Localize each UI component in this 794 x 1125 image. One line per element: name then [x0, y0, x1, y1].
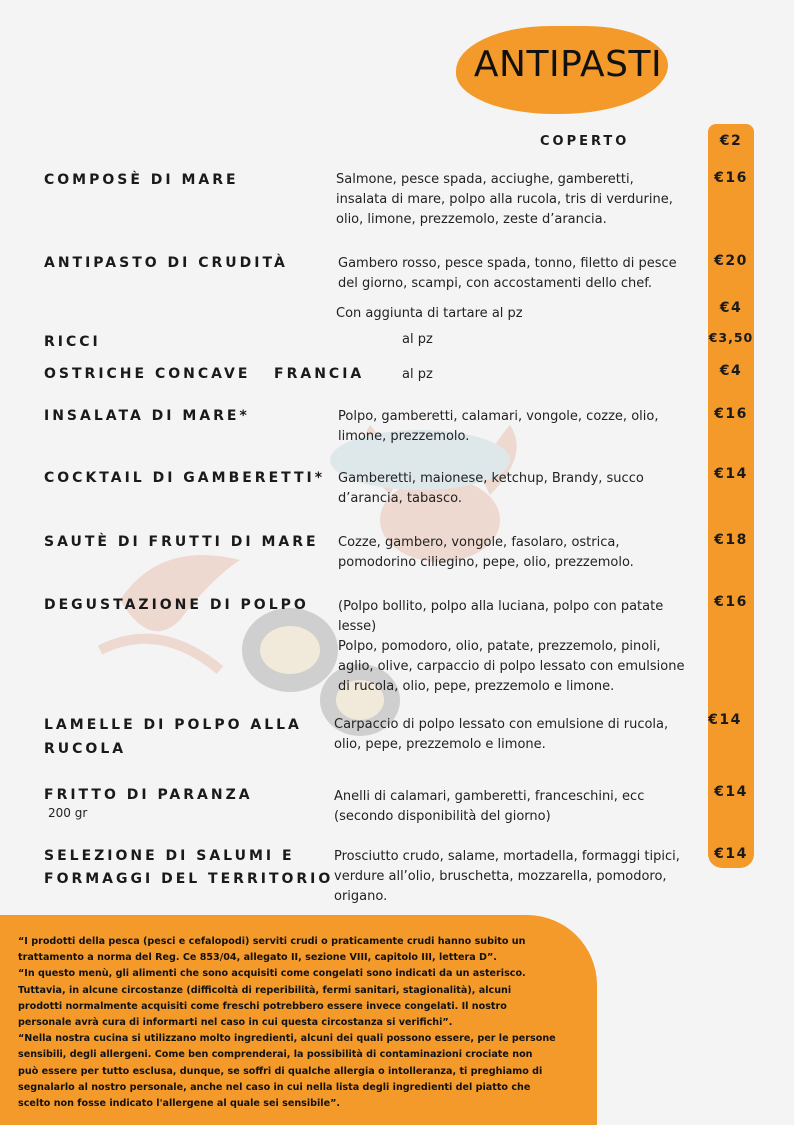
item-name: INSALATA DI MARE*: [44, 408, 250, 424]
item-name: COMPOSÈ DI MARE: [44, 172, 239, 188]
item-description: Polpo, gamberetti, calamari, vongole, cozze, olio, limone, prezzemolo.: [338, 409, 659, 444]
item-description: Prosciutto crudo, salame, mortadella, formaggi tipici, verdure all’olio, bruschetta, mozzarella, pomodoro, origano.: [334, 849, 680, 904]
item-price: €16: [714, 170, 748, 186]
item-name: DEGUSTAZIONE DI POLPO: [44, 597, 309, 613]
item-price: €14: [714, 466, 748, 482]
item-description: Gambero rosso, pesce spada, tonno, filetto di pesce del giorno, scampi, con accostamenti dello chef.: [338, 256, 677, 291]
coperto-price: €2: [719, 133, 743, 149]
item-name: SELEZIONE DI SALUMI E FORMAGGI DEL TERRITORIO: [44, 848, 334, 887]
item-price: €14: [708, 712, 742, 728]
item-price: €20: [714, 253, 748, 269]
coperto-label: COPERTO: [540, 134, 630, 149]
item-name: SAUTÈ DI FRUTTI DI MARE: [44, 534, 319, 550]
seafood-illustration: [60, 400, 700, 760]
item-name: OSTRICHE CONCAVE FRANCIA: [44, 366, 365, 382]
item-name: LAMELLE DI POLPO ALLA RUCOLA: [44, 717, 302, 757]
item-extra-price: €4: [719, 300, 743, 316]
item-description: Salmone, pesce spada, acciughe, gamberetti, insalata di mare, polpo alla rucola, tris di verdurine, olio, limone, prezzemolo, zeste d’arancia.: [336, 172, 673, 227]
item-description: Anelli di calamari, gamberetti, franceschini, ecc (secondo disponibilità del giorno): [334, 789, 645, 824]
item-price: €18: [714, 532, 748, 548]
item-price: €16: [714, 406, 748, 422]
item-price: €4: [719, 363, 743, 379]
item-price: €14: [714, 784, 748, 800]
price-column: [708, 124, 754, 868]
item-name: FRITTO DI PARANZA: [44, 787, 253, 803]
item-weight: 200 gr: [48, 806, 88, 820]
item-price: €3,50: [708, 330, 754, 345]
legal-notice: “I prodotti della pesca (pesci e cefalopodi) serviti crudi o praticamente crudi hanno subito un trattamento a norma del Reg. Ce 853/04, allegato II, sezione VIII, capitolo III, lettera D”. “In questo menù, gli alimenti che sono acquisiti come congelati sono indicati da un asterisco. Tuttavia, in alcune circostanze (difficoltà di reperibilità, fermi sanitari, stagionalità), alcuni prodotti normalmente acquisiti come freschi potrebbero essere invece congelati. Il nostro personale avrà cura di informarti nel caso in cui questa circostanza si verifichi”. “Nella nostra cucina si utilizzano molto ingredienti, alcuni dei quali possono essere, per le persone sensibili, degli allergeni. Come ben comprenderai, la possibilità di contaminazioni crociate non può essere per tutto esclusa, dunque, se soffri di qualche allergia o intolleranza, ti preghiamo di segnalarlo al nostro personale, anche nel caso in cui nella lista degli ingredienti del piatto che scelto non fosse indicato l'allergene al quale sei sensibile”.: [18, 936, 556, 1110]
item-price: €16: [714, 594, 748, 610]
item-description: Cozze, gambero, vongole, fasolaro, ostrica, pomodorino ciliegino, pepe, olio, prezzemolo.: [338, 535, 634, 570]
item-extra: Con aggiunta di tartare al pz: [336, 306, 523, 321]
item-unit: al pz: [402, 367, 433, 382]
item-name: ANTIPASTO DI CRUDITÀ: [44, 255, 288, 271]
page-title: ANTIPASTI: [473, 44, 663, 85]
item-name: RICCI: [44, 334, 101, 350]
item-description: (Polpo bollito, polpo alla luciana, polpo con patate lesse) Polpo, pomodoro, olio, patate, prezzemolo, pinoli, aglio, olive, carpaccio di polpo lessato con emulsione di rucola, olio, pepe, prezzemolo e limone.: [338, 599, 685, 694]
item-description: Carpaccio di polpo lessato con emulsione di rucola, olio, pepe, prezzemolo e limone.: [334, 717, 669, 752]
item-price: €14: [714, 846, 748, 862]
item-description: Gamberetti, maionese, ketchup, Brandy, succo d’arancia, tabasco.: [338, 471, 644, 506]
item-unit: al pz: [402, 332, 433, 347]
item-name: COCKTAIL DI GAMBERETTI*: [44, 470, 326, 486]
